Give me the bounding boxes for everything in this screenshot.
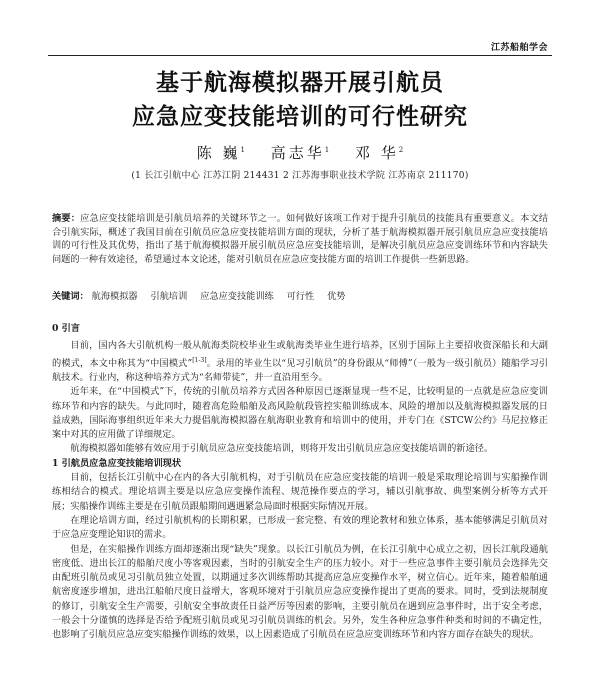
paragraph-text: 目前，国内各大引航机构一般从航海类院校毕业生或航海类毕业生进行培养，区别于国际上主要招收资深船长和大副的模式，本文中称其为“中国模式”: [52, 340, 548, 369]
paper-title-line-2: 应急应变技能培训的可行性研究: [132, 104, 468, 130]
affiliation: (1 长江引航中心 江苏江阴 214431 2 江苏海事职业技术学院 江苏南京 211170): [131, 171, 469, 181]
keyword: 航海模拟器: [91, 291, 138, 302]
abstract-text: 应急应变技能培训是引航员培养的关键环节之一。如何做好该项工作对于提升引航员的技能具有重要意义。本文结合引航实际，概述了我国目前在引航员应急应变技能培训方面的现状，分析了基于航海模拟器开展引航员应急应变技能培训的可行性及其优势，指出了基于航海模拟器开展引航员应急应变技能培训，是解决引航员应急应变训练环节和内容缺失问题的一种有效途径，希望通过本文论述，能对引航员在应急应变技能方面的培训工作提供一些新思路。: [52, 213, 549, 265]
paragraph: [52, 339, 548, 385]
paragraph: 近年来，在“中国模式”下，传统的引航员培养方式因各种原因已逐渐显现一些不足，比较明显的一点就是应急应变训练环节和内容的缺失。与此同时，随着高危险船舶及高风险航段管控实船训练成本、风险的增加以及航海模拟器发展的日益成熟，国际海事组织近年来大力提倡航海模拟器在航海职业教育和培训中的使用，并专门在《STCW公约》马尼拉修正案中对其的应用做了详细规定。: [52, 386, 548, 441]
keyword: 优势: [327, 291, 346, 302]
author: [197, 144, 245, 162]
body-text: [52, 322, 548, 643]
author-affil-mark: 1: [240, 146, 245, 154]
author-list: [0, 142, 600, 163]
paragraph: 在理论培训方面，经过引航机构的长期积累，已形成一套完整、有效的理论教材和独立体系，基本能够满足引航员对于应急应变理论知识的需求。: [52, 514, 548, 541]
author-name: 高志华: [270, 144, 325, 162]
keyword: 引航培训: [150, 291, 188, 302]
section-heading-current-status: 1 引航员应急应变技能培训现状: [52, 457, 182, 469]
citation: [1-3]: [192, 356, 207, 364]
author-affil-mark: 1: [324, 146, 330, 154]
header-rule: [48, 55, 552, 56]
paragraph: 目前，包括长江引航中心在内的各大引航机构，对于引航员在应急应变技能的培训一般是采取理论培训与实船操作训练相结合的模式。理论培训主要是以应急应变操作流程、规范操作要点的学习，辅以引航事故、典型案例分析等方式开展；实船操作训练主要是在引航员跟船期间遇遇紧急局面时根据实际情况开展。: [52, 472, 548, 512]
author-affil-mark: 2: [398, 146, 404, 154]
author: [271, 144, 329, 162]
author-name: 邓 华: [355, 144, 399, 162]
abstract: [52, 212, 548, 266]
paragraph-text: 。录用的毕业生以“见习引航员”的身份跟从“师傅”（一般为一级引航员）随船学习引航技术。行业内，称这种培养方式为“名师带徒”，并一直沿用至今。: [52, 357, 548, 383]
paper-title-line-1: 基于航海模拟器开展引航员: [156, 70, 444, 96]
author: [355, 144, 403, 162]
author-name: 陈 巍: [196, 144, 241, 162]
journal-header: 江苏船舶学会: [490, 43, 548, 53]
keyword: 应急应变技能训练: [200, 291, 274, 302]
paragraph: 航海模拟器如能够有效应用于引航员应急应变技能培训，则将开发出引航员应急应变技能培训的新途径。: [70, 443, 494, 455]
paragraph: 但是，在实船操作训练方面却逐渐出现“缺失”现象。以长江引航员为例，在长江引航中心成立之初，因长江航段通航密度低、进出长江的船舶尺度小等客观因素，当时的引航安全生产的压力较小。对于一些应急事件主要引航员会选择先交由配班引航员或见习引航员独立处置，以期通过多次训练帮助其提高应急应变操作水平，树立信心。近年来，随着船舶通航密度逐步增加，进出江船舶尺度日益增大，客观环境对于引航员应急应变操作提出了更高的要求。同时，受到法规制度的修订，引航安全生产需要，引航安全事故责任日益严厉等因素的影响，主要引航员在遇到应急事件时，出于安全考虑，一般会十分谨慎的选择是否给予配班引航员或见习引航员训练的机会。另外，发生各种应急事件种类和时间的不确定性，也影响了引航员应急应变实船操作训练的效果，以上因素造成了引航员在应急应变训练环节和内容方面存在缺失的现状。: [52, 543, 548, 641]
keywords: [52, 290, 548, 303]
keywords-label: 关键词：: [52, 291, 89, 302]
keyword: 可行性: [286, 291, 315, 302]
abstract-label: 摘要：: [52, 213, 81, 224]
section-heading-introduction: 0 引言: [52, 323, 80, 334]
